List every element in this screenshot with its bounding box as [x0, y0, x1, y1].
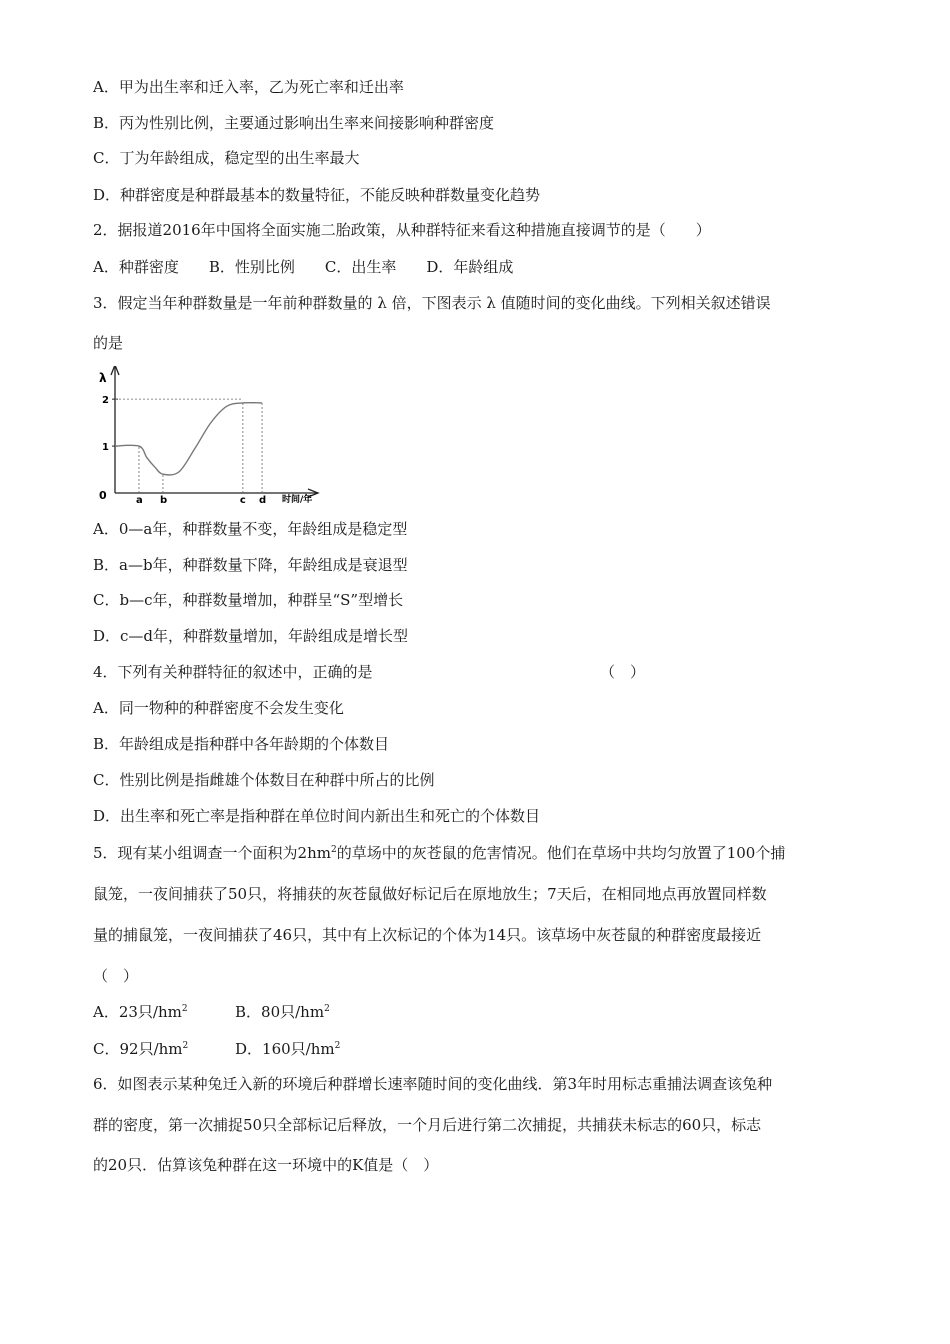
q4-answer-bracket: （ ） [600, 663, 646, 681]
q5-option-d-text: D．160只/hm [235, 1040, 335, 1058]
q6-stem-line3: 的20只．估算该兔种群在这一环境中的K值是（ ） [93, 1156, 439, 1174]
q5-option-b [235, 1002, 330, 1022]
q5-option-c-text: C．92只/hm [93, 1040, 183, 1058]
q3-option-b: B．a—b年，种群数量下降，年龄组成是衰退型 [93, 556, 408, 574]
q6-stem-line2: 群的密度，第一次捕捉50只全部标记后释放，一个月后进行第二次捕捉，共捕获未标志的60只，标志 [93, 1116, 762, 1134]
origin-label: 0 [99, 489, 107, 502]
q1-option-c: C．丁为年龄组成，稳定型的出生率最大 [93, 149, 360, 167]
y-axis-label: λ [99, 371, 107, 385]
q5-stem-line2: 鼠笼，一夜间捕获了50只，将捕获的灰苍鼠做好标记后在原地放生；7天后，在相同地点再放置同样数 [93, 885, 767, 903]
x-tick-label: c [239, 495, 246, 506]
q5-option-a [93, 1002, 188, 1022]
q5-option-a-sup: 2 [181, 1004, 188, 1014]
q4-option-c: C．性别比例是指雌雄个体数目在种群中所占的比例 [93, 771, 435, 789]
q5-option-d-sup: 2 [334, 1041, 341, 1051]
x-tick-label: d [259, 495, 267, 506]
x-tick-label: a [135, 495, 143, 506]
q5-stem-after: 的草场中的灰苍鼠的危害情况。他们在草场中共均匀放置了100个捕 [336, 844, 786, 862]
q4-option-b: B．年龄组成是指种群中各年龄期的个体数目 [93, 735, 390, 753]
y-tick-label: 1 [102, 442, 109, 454]
q2-stem: 2．据报道2016年中国将全面实施二胎政策，从种群特征来看这种措施直接调节的是（ ） [93, 221, 711, 239]
lambda-chart [93, 366, 323, 506]
q5-option-c-sup: 2 [182, 1041, 189, 1051]
q3-option-c: C．b—c年，种群数量增加，种群呈“S”型增长 [93, 591, 404, 609]
q3-stem: 3．假定当年种群数量是一年前种群数量的 λ 倍，下图表示 λ 值随时间的变化曲线。下列相关叙述错误 [93, 294, 771, 312]
q5-option-b-text: B．80只/hm [235, 1003, 325, 1021]
lambda-curve [115, 403, 262, 475]
q5-option-c [93, 1039, 188, 1059]
x-axis-label: 时间/年 [282, 495, 313, 505]
q1-option-b: B．丙为性别比例，主要通过影响出生率来间接影响种群密度 [93, 114, 495, 132]
q4-option-a: A．同一物种的种群密度不会发生变化 [93, 699, 344, 717]
q4-stem: 4．下列有关种群特征的叙述中，正确的是 [93, 663, 373, 681]
q1-option-a: A．甲为出生率和迁入率，乙为死亡率和迁出率 [93, 78, 404, 96]
q5-stem-line3: 量的捕鼠笼，一夜间捕获了46只，其中有上次标记的个体为14只。该草场中灰苍鼠的种群密度最接近 [93, 926, 762, 944]
q5-answer-bracket: （ ） [93, 967, 139, 985]
q5-stem-sup: 2 [330, 845, 337, 855]
q3-stem-cont: 的是 [93, 334, 124, 352]
q6-stem-line1: 6．如图表示某种兔迁入新的环境后种群增长速率随时间的变化曲线．第3年时用标志重捕法调查该兔种 [93, 1075, 773, 1093]
q5-option-d [235, 1039, 340, 1059]
q5-option-b-sup: 2 [324, 1004, 330, 1014]
q5-stem-line1 [93, 843, 785, 863]
q5-option-a-text: A．23只/hm [93, 1003, 182, 1021]
q2-options: A．种群密度 B．性别比例 C．出生率 D．年龄组成 [93, 258, 514, 276]
y-tick-label: 2 [102, 395, 109, 407]
q5-stem-before: 5．现有某小组调查一个面积为2hm [93, 844, 331, 862]
q3-option-d: D．c—d年，种群数量增加，年龄组成是增长型 [93, 627, 409, 645]
q1-option-d: D．种群密度是种群最基本的数量特征，不能反映种群数量变化趋势 [93, 186, 541, 204]
q4-option-d: D．出生率和死亡率是指种群在单位时间内新出生和死亡的个体数目 [93, 807, 541, 825]
q3-option-a: A．0—a年，种群数量不变，年龄组成是稳定型 [93, 520, 408, 538]
x-tick-label: b [159, 495, 168, 506]
